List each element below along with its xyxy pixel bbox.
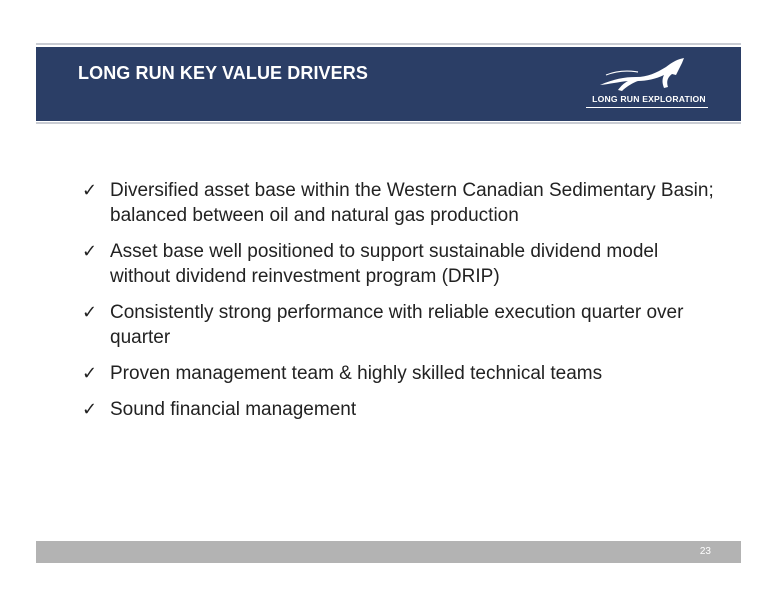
bullet-item (82, 178, 722, 228)
logo-text: LONG RUN EXPLORATION (592, 94, 706, 104)
header-bottom-rule (36, 122, 741, 124)
logo-underline (586, 107, 708, 108)
slide-footer (36, 541, 741, 563)
company-logo (584, 55, 714, 117)
page-number: 23 (699, 546, 711, 557)
check-icon: ✓ (82, 302, 98, 323)
bullet-list (82, 178, 722, 433)
bullet-text: Sound financial management (110, 399, 357, 420)
bullet-text: Asset base well positioned to support sustainable dividend model without dividend reinvestment program (DRIP) (110, 241, 659, 287)
slide-title: LONG RUN KEY VALUE DRIVERS (78, 63, 368, 83)
check-icon: ✓ (82, 180, 98, 201)
bullet-item (82, 397, 722, 422)
bullet-item (82, 361, 722, 386)
running-horse-icon (596, 55, 696, 95)
bullet-item (82, 239, 722, 289)
bullet-text: Consistently strong performance with reliable execution quarter over quarter (110, 302, 684, 348)
bullet-text: Diversified asset base within the Western Canadian Sedimentary Basin; balanced between oil and natural gas production (110, 180, 714, 226)
slide-header (36, 47, 741, 121)
header-top-rule (36, 43, 741, 45)
bullet-item (82, 300, 722, 350)
check-icon: ✓ (82, 399, 98, 420)
check-icon: ✓ (82, 241, 98, 262)
bullet-text: Proven management team & highly skilled technical teams (110, 363, 603, 384)
check-icon: ✓ (82, 363, 98, 384)
